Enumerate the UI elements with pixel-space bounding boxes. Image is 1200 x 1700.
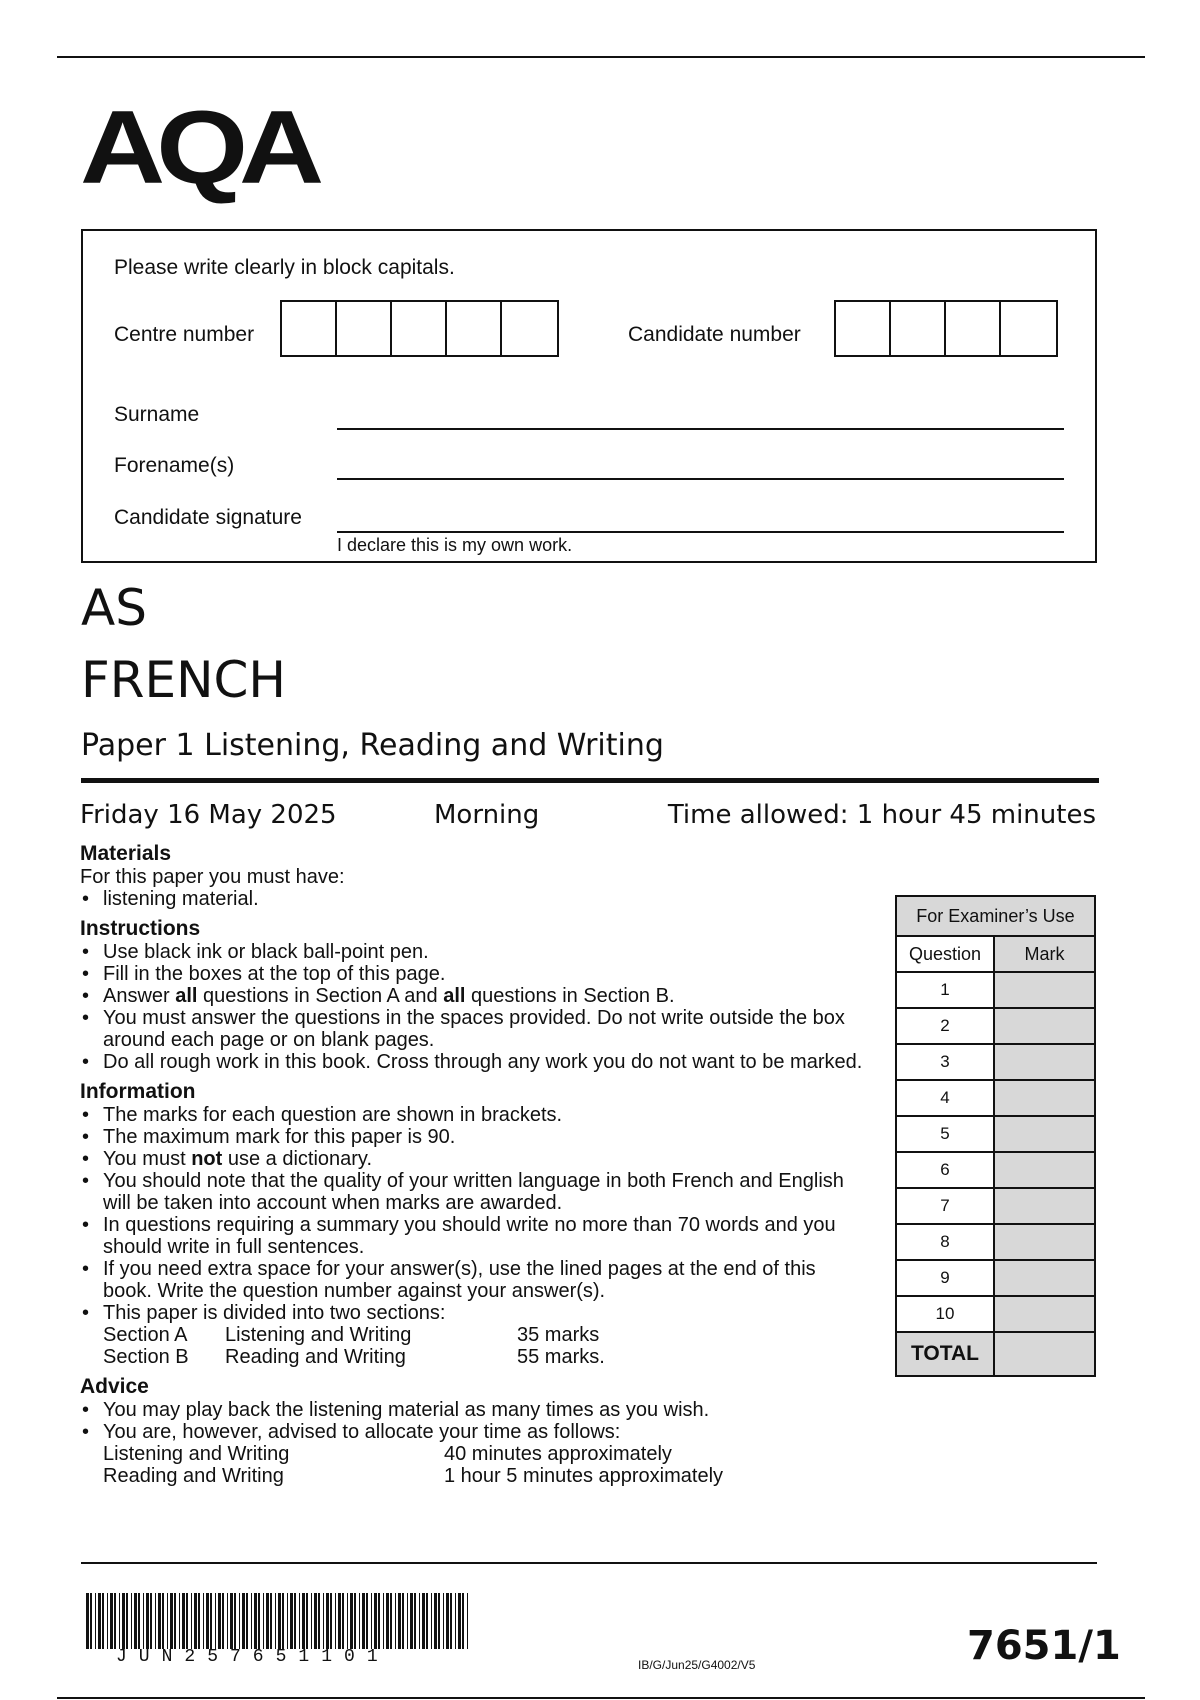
list-item: • The marks for each question are shown in brackets. — [80, 1104, 870, 1126]
barcode-bar — [311, 1593, 312, 1649]
centre-number-field[interactable] — [280, 300, 559, 357]
barcode-bar — [254, 1593, 257, 1649]
section-row: Section A Listening and Writing 35 marks — [103, 1324, 600, 1346]
time-allocation-row: Listening and Writing 40 minutes approximately — [103, 1443, 672, 1465]
centre-digit-box[interactable] — [392, 302, 447, 355]
barcode-bar — [338, 1593, 341, 1649]
barcode-bar — [323, 1593, 324, 1649]
barcode-bar — [335, 1593, 336, 1649]
question-column-header: Question — [897, 937, 995, 971]
barcode-bar — [455, 1593, 456, 1649]
mark-column-header: Mark — [995, 937, 1094, 971]
examiners-use-table — [895, 895, 1096, 1377]
mark-cell[interactable] — [995, 1117, 1094, 1151]
mark-cell[interactable] — [995, 973, 1094, 1007]
barcode-bar — [402, 1593, 404, 1649]
exam-date: Friday 16 May 2025 — [80, 800, 337, 830]
table-row: 5 — [897, 1117, 1094, 1153]
subject-title: FRENCH — [81, 651, 287, 709]
barcode-bar — [246, 1593, 248, 1649]
centre-digit-box[interactable] — [447, 302, 502, 355]
barcode — [86, 1593, 470, 1649]
barcode-bar — [182, 1593, 185, 1649]
barcode-bar — [438, 1593, 440, 1649]
barcode-bar — [186, 1593, 188, 1649]
barcode-bar — [395, 1593, 396, 1649]
bottom-rule — [57, 1697, 1145, 1699]
mark-cell[interactable] — [995, 1261, 1094, 1295]
total-row: TOTAL — [897, 1333, 1094, 1375]
exam-session: Morning — [434, 800, 540, 830]
candidate-digit-box[interactable] — [891, 302, 946, 355]
time-allowed: Time allowed: 1 hour 45 minutes — [667, 800, 1096, 830]
barcode-bar — [314, 1593, 317, 1649]
barcode-bar — [419, 1593, 420, 1649]
barcode-bar — [191, 1593, 192, 1649]
materials-list — [80, 888, 870, 910]
candidate-digit-box[interactable] — [836, 302, 891, 355]
document-reference: IB/G/Jun25/G4002/V5 — [638, 1658, 756, 1672]
paper-title: Paper 1 Listening, Reading and Writing — [81, 728, 664, 763]
mark-cell[interactable] — [995, 1009, 1094, 1043]
barcode-bar — [462, 1593, 464, 1649]
examiners-use-title: For Examiner’s Use — [897, 897, 1094, 937]
barcode-bar — [167, 1593, 168, 1649]
barcode-bar — [366, 1593, 368, 1649]
table-row: 9 — [897, 1261, 1094, 1297]
rubric-text — [80, 842, 870, 1487]
signature-label: Candidate signature — [114, 506, 302, 529]
barcode-bar — [318, 1593, 320, 1649]
table-row: 7 — [897, 1189, 1094, 1225]
barcode-bar — [198, 1593, 200, 1649]
barcode-bar — [143, 1593, 144, 1649]
barcode-bar — [146, 1593, 149, 1649]
candidate-number-label: Candidate number — [628, 323, 801, 346]
section-row: Section B Reading and Writing 55 marks. — [103, 1346, 605, 1368]
footer-rule — [81, 1562, 1097, 1564]
barcode-bar — [102, 1593, 104, 1649]
table-row: 3 — [897, 1045, 1094, 1081]
barcode-bar — [162, 1593, 164, 1649]
barcode-bar — [426, 1593, 428, 1649]
list-item: • If you need extra space for your answer(s), use the lined pages at the end of this book. Write the question number against your answer(s). — [80, 1258, 870, 1302]
centre-digit-box[interactable] — [502, 302, 557, 355]
list-item: • Use black ink or black ball-point pen. — [80, 941, 870, 963]
mark-cell[interactable] — [995, 1225, 1094, 1259]
barcode-bar — [342, 1593, 344, 1649]
barcode-bar — [194, 1593, 197, 1649]
barcode-bar — [215, 1593, 216, 1649]
centre-digit-box[interactable] — [337, 302, 392, 355]
surname-line[interactable] — [337, 428, 1064, 430]
list-item: • Do all rough work in this book. Cross through any work you do not want to be marked. — [80, 1051, 870, 1073]
information-list — [80, 1104, 870, 1368]
barcode-bar — [150, 1593, 152, 1649]
barcode-bar — [107, 1593, 108, 1649]
barcode-bar — [306, 1593, 308, 1649]
list-item: • The maximum mark for this paper is 90. — [80, 1126, 870, 1148]
advice-heading: Advice — [80, 1375, 149, 1398]
paper-code: 7651/1 — [967, 1623, 1121, 1669]
total-mark-cell[interactable] — [995, 1333, 1094, 1375]
barcode-bar — [230, 1593, 233, 1649]
mark-cell[interactable] — [995, 1081, 1094, 1115]
barcode-bar — [222, 1593, 224, 1649]
materials-heading: Materials — [80, 842, 172, 865]
list-item: • listening material. — [80, 888, 870, 910]
barcode-bar — [290, 1593, 293, 1649]
barcode-bar — [282, 1593, 284, 1649]
barcode-bar — [170, 1593, 173, 1649]
aqa-logo: AQA — [80, 89, 316, 206]
barcode-bar — [371, 1593, 372, 1649]
list-item: • You are, however, advised to allocate your time as follows: Listening and Writing 40 minutes approximately Reading and Writing 1 hour 5 minutes approximately — [80, 1421, 870, 1487]
barcode-bar — [467, 1593, 468, 1649]
mark-cell[interactable] — [995, 1297, 1094, 1331]
table-row: 8 — [897, 1225, 1094, 1261]
barcode-bar — [227, 1593, 228, 1649]
barcode-bar — [362, 1593, 365, 1649]
instructions-list — [80, 941, 870, 1073]
table-row: 6 — [897, 1153, 1094, 1189]
barcode-bar — [383, 1593, 384, 1649]
barcode-bar — [287, 1593, 288, 1649]
barcode-bar — [251, 1593, 252, 1649]
list-item: • You may play back the listening material as many times as you wish. — [80, 1399, 870, 1421]
top-rule — [57, 56, 1145, 58]
barcode-bar — [350, 1593, 353, 1649]
declaration-text: I declare this is my own work. — [337, 535, 573, 555]
barcode-bar — [446, 1593, 449, 1649]
list-item: • You must not use a dictionary. — [80, 1148, 870, 1170]
mark-cell[interactable] — [995, 1045, 1094, 1079]
barcode-bar — [450, 1593, 452, 1649]
barcode-bar — [98, 1593, 101, 1649]
time-allocation-row: Reading and Writing 1 hour 5 minutes approximately — [103, 1465, 724, 1487]
list-item: • In questions requiring a summary you should write no more than 70 words and you should write in full sentences. — [80, 1214, 870, 1258]
barcode-bar — [275, 1593, 276, 1649]
information-heading: Information — [80, 1080, 196, 1103]
barcode-bar — [386, 1593, 389, 1649]
candidate-number-field[interactable] — [834, 300, 1058, 357]
barcode-bar — [95, 1593, 96, 1649]
barcode-bar — [299, 1593, 300, 1649]
barcode-bar — [203, 1593, 204, 1649]
list-item: • Answer all questions in Section A and all questions in Section B. — [80, 985, 870, 1007]
block-capitals-instruction: Please write clearly in block capitals. — [114, 256, 455, 279]
list-item: • You must answer the questions in the spaces provided. Do not write outside the box around each page or on blank pages. — [80, 1007, 870, 1051]
barcode-bar — [258, 1593, 260, 1649]
qualification-level: AS — [81, 579, 147, 637]
table-row: 10 — [897, 1297, 1094, 1333]
forenames-label: Forename(s) — [114, 454, 235, 477]
barcode-bar — [126, 1593, 128, 1649]
barcode-bar — [443, 1593, 444, 1649]
barcode-bar — [90, 1593, 92, 1649]
barcode-bar — [347, 1593, 348, 1649]
barcode-text: JUN257651101 — [116, 1647, 390, 1667]
mark-cell[interactable] — [995, 1189, 1094, 1223]
barcode-bar — [122, 1593, 125, 1649]
barcode-bar — [434, 1593, 437, 1649]
barcode-bar — [174, 1593, 176, 1649]
barcode-bar — [206, 1593, 209, 1649]
barcode-bar — [410, 1593, 413, 1649]
title-rule — [81, 778, 1099, 783]
barcode-bar — [266, 1593, 269, 1649]
barcode-bar — [378, 1593, 380, 1649]
forenames-line[interactable] — [337, 478, 1064, 480]
surname-label: Surname — [114, 403, 200, 426]
barcode-bar — [407, 1593, 408, 1649]
barcode-bar — [131, 1593, 132, 1649]
barcode-bar — [158, 1593, 161, 1649]
barcode-bar — [294, 1593, 296, 1649]
barcode-bar — [390, 1593, 392, 1649]
barcode-bar — [458, 1593, 461, 1649]
barcode-bar — [155, 1593, 156, 1649]
barcode-bar — [263, 1593, 264, 1649]
barcode-bar — [326, 1593, 329, 1649]
barcode-bar — [134, 1593, 137, 1649]
centre-digit-box[interactable] — [282, 302, 337, 355]
list-item: • Fill in the boxes at the top of this page. — [80, 963, 870, 985]
list-item: • You should note that the quality of your written language in both French and English will be taken into account when marks are awarded. — [80, 1170, 870, 1214]
barcode-bar — [270, 1593, 272, 1649]
barcode-bar — [179, 1593, 180, 1649]
barcode-bar — [114, 1593, 116, 1649]
table-header-row — [897, 937, 1094, 973]
barcode-bar — [110, 1593, 113, 1649]
advice-list — [80, 1399, 870, 1487]
table-row: 2 — [897, 1009, 1094, 1045]
barcode-bar — [398, 1593, 401, 1649]
barcode-bar — [302, 1593, 305, 1649]
barcode-bar — [414, 1593, 416, 1649]
table-row: 4 — [897, 1081, 1094, 1117]
barcode-bar — [374, 1593, 377, 1649]
table-row: 1 — [897, 973, 1094, 1009]
barcode-bar — [431, 1593, 432, 1649]
barcode-bar — [422, 1593, 425, 1649]
candidate-digit-box[interactable] — [946, 302, 1001, 355]
centre-number-label: Centre number — [114, 323, 255, 346]
barcode-bar — [234, 1593, 236, 1649]
barcode-bar — [330, 1593, 332, 1649]
barcode-bar — [86, 1593, 89, 1649]
barcode-bar — [119, 1593, 120, 1649]
barcode-bar — [218, 1593, 221, 1649]
barcode-bar — [210, 1593, 212, 1649]
barcode-bar — [354, 1593, 356, 1649]
signature-line[interactable] — [337, 531, 1064, 533]
barcode-bar — [138, 1593, 140, 1649]
barcode-bar — [239, 1593, 240, 1649]
barcode-bar — [278, 1593, 281, 1649]
candidate-digit-box[interactable] — [1001, 302, 1056, 355]
materials-intro: For this paper you must have: — [80, 866, 345, 888]
barcode-bar — [242, 1593, 245, 1649]
mark-cell[interactable] — [995, 1153, 1094, 1187]
barcode-bar — [359, 1593, 360, 1649]
instructions-heading: Instructions — [80, 917, 201, 940]
list-item: • This paper is divided into two sections: Section A Listening and Writing 35 marks Section B Reading and Writing 55 marks. — [80, 1302, 870, 1368]
